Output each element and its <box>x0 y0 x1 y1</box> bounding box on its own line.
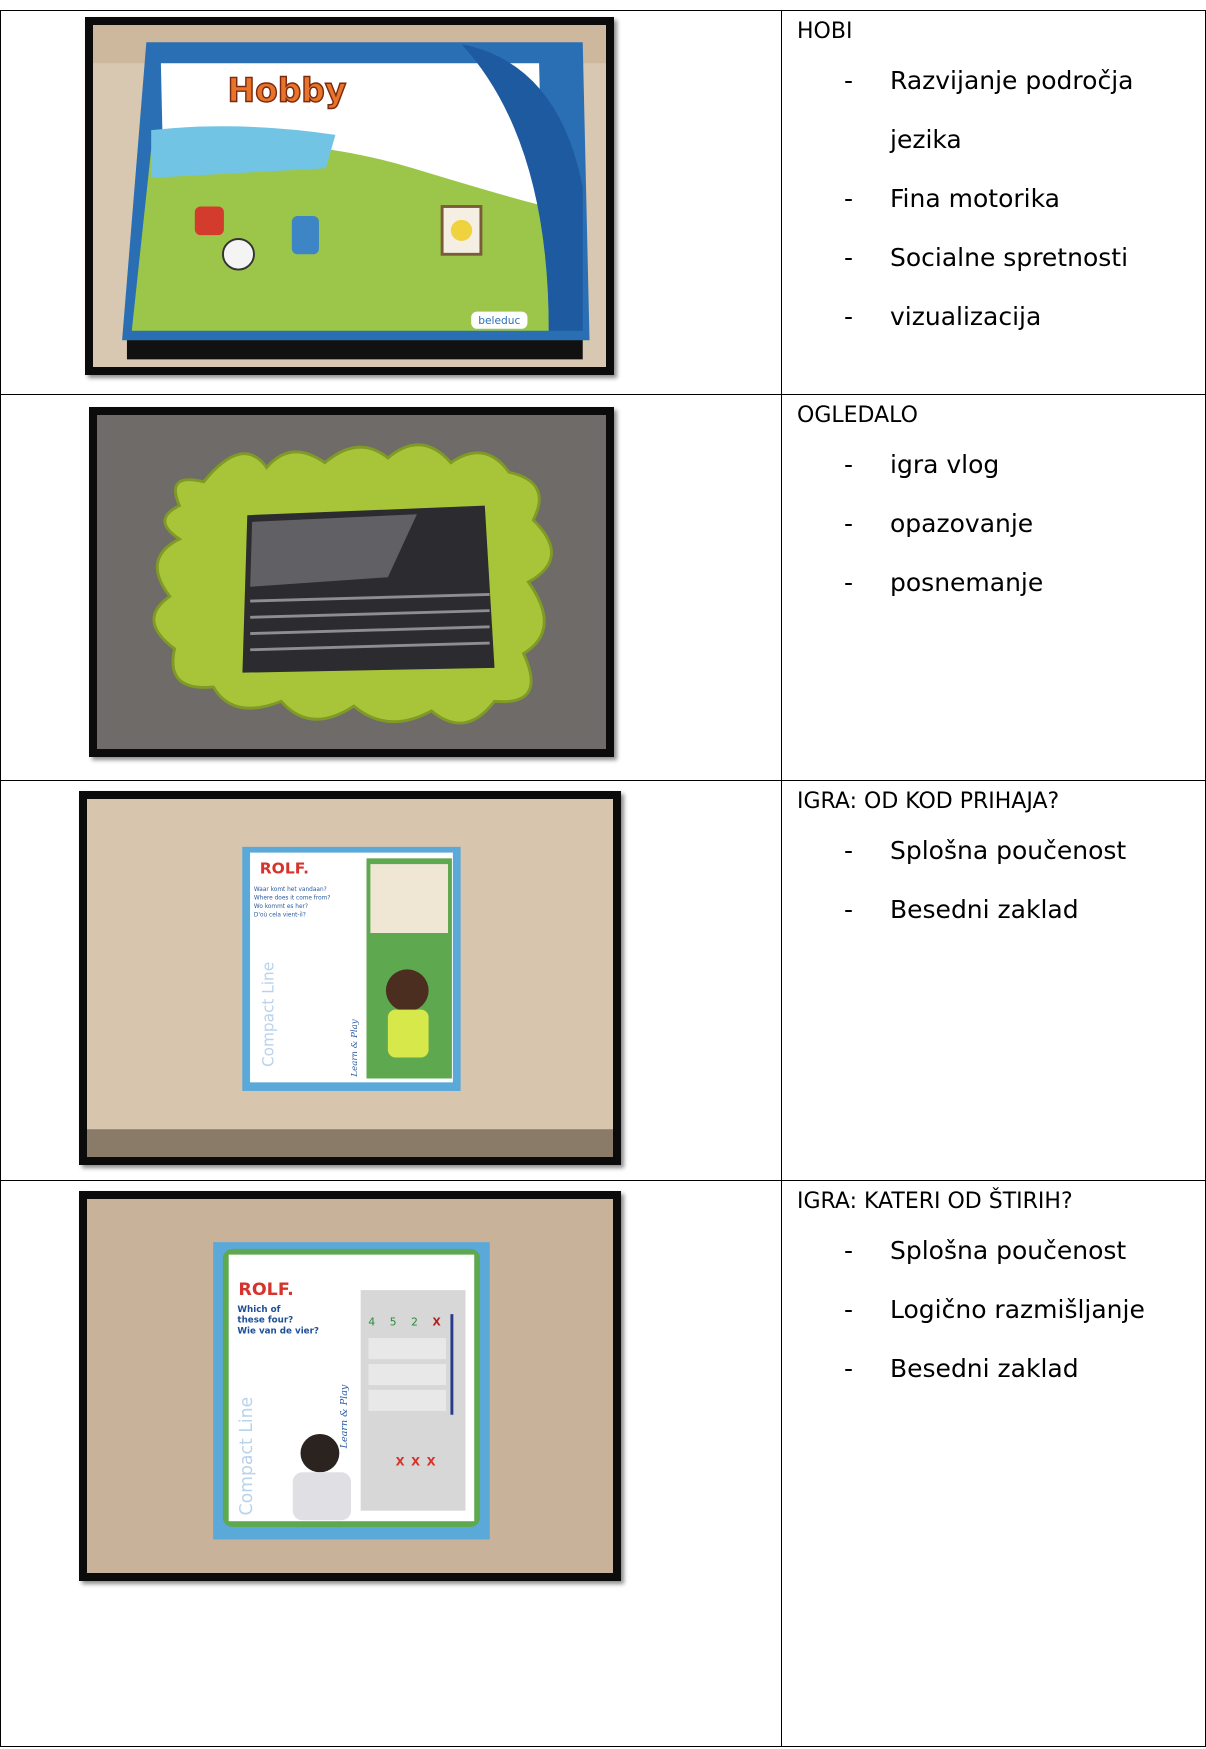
list-item: - Razvijanje področja <box>844 66 1134 95</box>
list-item: - Besedni zaklad <box>844 895 1079 924</box>
table-row <box>1 781 1206 1181</box>
list-item-text: Besedni zaklad <box>890 1354 1079 1383</box>
list-item-text: Besedni zaklad <box>890 895 1079 924</box>
list-item: - vizualizacija <box>844 302 1042 331</box>
tag-label: Learn & Play <box>339 1384 351 1449</box>
mark-x: X <box>411 1454 421 1469</box>
list-item-text: posnemanje <box>890 568 1044 597</box>
list-item: - Logično razmišljanje <box>844 1295 1145 1324</box>
text-cell <box>782 11 1206 395</box>
list-item: - Fina motorika <box>844 184 1060 213</box>
box-line: Where does it come from? <box>253 895 331 902</box>
number-tile: 2 <box>411 1315 418 1329</box>
box-line: Waar komt het vandaan? <box>253 886 327 893</box>
number-tile: 4 <box>368 1315 376 1329</box>
list-item: - opazovanje <box>844 509 1034 538</box>
item-title: IGRA: KATERI OD ŠTIRIH? <box>797 1189 1073 1214</box>
box-line: Wo kommt es her? <box>253 904 309 911</box>
rolf-which-of-four-photo <box>79 1191 621 1581</box>
table-row <box>1 1181 1206 1747</box>
item-title: HOBI <box>797 19 853 44</box>
list-item-text: Fina motorika <box>890 184 1060 213</box>
rolf-where-from-photo <box>79 791 621 1165</box>
list-item: - igra vlog <box>844 450 1000 479</box>
side-label: Compact Line <box>259 961 278 1068</box>
box-line: these four? <box>237 1315 294 1326</box>
box-title: Hobby <box>227 71 347 110</box>
skills-list <box>782 435 1205 612</box>
brand-label: ROLF. <box>259 859 309 878</box>
list-item: - Splošna poučenost <box>844 1236 1127 1265</box>
number-tile: X <box>432 1315 441 1329</box>
list-item: - Besedni zaklad <box>844 1354 1079 1383</box>
mirror-photo <box>89 407 614 757</box>
list-item-text: Splošna poučenost <box>890 1236 1127 1265</box>
item-title: IGRA: OD KOD PRIHAJA? <box>797 789 1060 814</box>
skills-list <box>782 821 1205 939</box>
list-item-text: jezika <box>890 125 962 154</box>
photo-cell <box>1 781 782 1181</box>
text-cell <box>782 1181 1206 1747</box>
list-item-text: Socialne spretnosti <box>890 243 1129 272</box>
box-line: Which of <box>237 1305 281 1316</box>
photo-cell <box>1 1181 782 1747</box>
list-item: - Splošna poučenost <box>844 836 1127 865</box>
photo-cell <box>1 395 782 781</box>
list-item-text: opazovanje <box>890 509 1034 538</box>
list-item-text: Razvijanje področja <box>890 66 1134 95</box>
table-row <box>1 395 1206 781</box>
brand-label: beleduc <box>478 315 521 327</box>
brand-label: ROLF. <box>238 1279 294 1300</box>
skills-list <box>782 51 1205 346</box>
list-item: - posnemanje <box>844 568 1044 597</box>
text-cell <box>782 395 1206 781</box>
mark-x: X <box>395 1454 405 1469</box>
list-item <box>782 110 1205 169</box>
list-item-text: igra vlog <box>890 450 1000 479</box>
skills-list <box>782 1221 1205 1398</box>
tag-label: Learn & Play <box>349 1019 360 1077</box>
side-label: Compact Line <box>236 1396 258 1516</box>
box-line: Wie van de vier? <box>237 1326 319 1337</box>
box-line: D'où cela vient-il? <box>253 912 306 919</box>
list-item: - Socialne spretnosti <box>844 243 1129 272</box>
item-title: OGLEDALO <box>797 403 918 428</box>
list-item-text: Logično razmišljanje <box>890 1295 1145 1324</box>
list-item-text: Splošna poučenost <box>890 836 1127 865</box>
list-item-text: vizualizacija <box>890 302 1042 331</box>
activities-table <box>0 10 1206 1747</box>
number-tile: 5 <box>389 1315 397 1329</box>
hobby-game-photo <box>85 17 614 375</box>
photo-cell <box>1 11 782 395</box>
mark-x: X <box>426 1454 436 1469</box>
table-row <box>1 11 1206 395</box>
text-cell <box>782 781 1206 1181</box>
